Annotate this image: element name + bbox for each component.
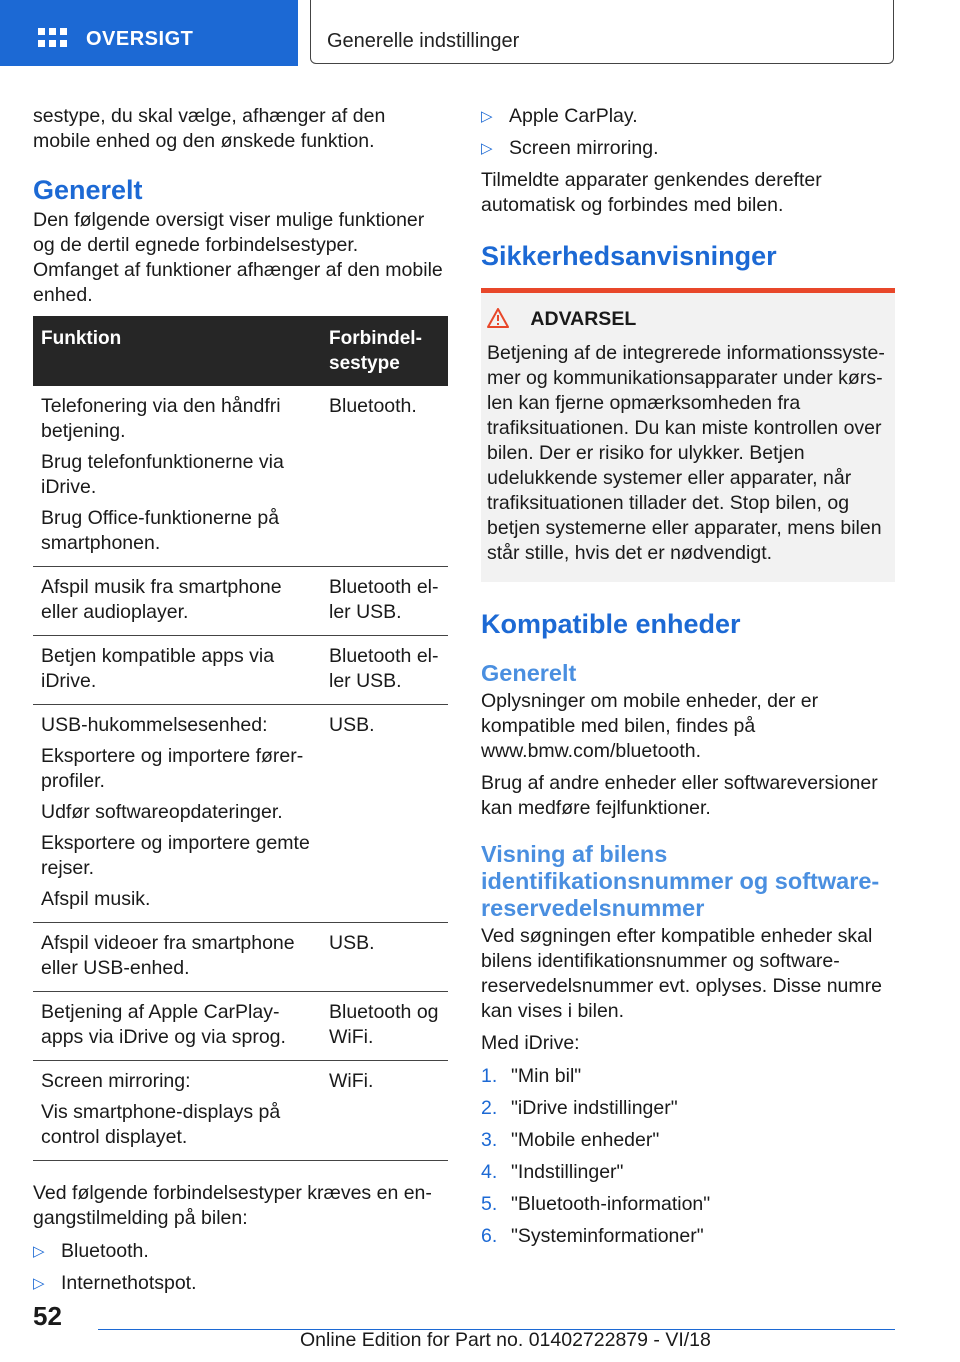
function-cell bbox=[33, 636, 321, 705]
grid-icon bbox=[38, 28, 68, 52]
list-item: ▷ Internethotspot. bbox=[33, 1272, 197, 1294]
connection-cell: Bluetooth og WiFi. bbox=[321, 992, 448, 1061]
function-cell bbox=[33, 567, 321, 636]
function-line: Afspil musik. bbox=[41, 888, 151, 910]
table-row bbox=[33, 636, 448, 705]
list-item: ▷ Apple CarPlay. bbox=[481, 105, 638, 127]
step-number: 4. bbox=[481, 1161, 498, 1183]
step-label: "Bluetooth-information" bbox=[511, 1193, 711, 1215]
safety-heading: Sikkerhedsanvisninger bbox=[481, 241, 777, 271]
function-line: Udfør softwareopdateringer. bbox=[41, 801, 283, 823]
step-item bbox=[481, 1064, 895, 1089]
function-line: Brug Office-funktionerne på smartphonen. bbox=[41, 507, 280, 554]
table-row bbox=[33, 567, 448, 636]
step-item bbox=[481, 1192, 895, 1217]
warning-text: Betjening af de integrerede informationssystemer og kommunikationsapparater under kørslen kan fjerne opmærksomheden fra trafiksituationen. Du kan miste kontrollen over bilen. Der er risiko for ulykker. Betjen udelukkende systemer eller apparater, når trafiksituationen tillader det. Stop bilen, og betjen systemerne eller apparater, mens bilen står stille, hvis det er nødvendigt. bbox=[487, 342, 885, 564]
edition-text: Online Edition for Part no. 01402722879 - VI/18 bbox=[300, 1329, 711, 1351]
page-number: 52 bbox=[33, 1301, 62, 1331]
steps-list bbox=[481, 1064, 895, 1249]
step-number: 5. bbox=[481, 1193, 498, 1215]
left-column bbox=[33, 104, 448, 1296]
warning-box bbox=[481, 288, 895, 582]
function-line: Eksportere og importere gemte rejser. bbox=[41, 832, 310, 879]
table-row bbox=[33, 386, 448, 567]
function-line: Screen mirroring: bbox=[41, 1070, 191, 1092]
idrive-label: Med iDrive: bbox=[481, 1032, 580, 1054]
table-row bbox=[33, 923, 448, 992]
function-line: Brug telefonfunktionerne via iDrive. bbox=[41, 451, 284, 498]
function-cell bbox=[33, 1061, 321, 1161]
vin-text: Ved søgningen efter kompatible enheder skal bilens identifikationsnummer og software-reservedelsnummer evt. oplyses. Disse numre kan vises i bilen. bbox=[481, 925, 882, 1022]
left-bullets bbox=[33, 1239, 448, 1296]
step-item bbox=[481, 1160, 895, 1185]
step-item bbox=[481, 1128, 895, 1153]
function-line: Betjening af Apple CarPlay-apps via iDrive og via sprog. bbox=[41, 1001, 286, 1048]
warning-triangle-icon bbox=[487, 308, 515, 335]
function-cell bbox=[33, 992, 321, 1061]
connection-cell: Bluetooth. bbox=[321, 386, 448, 567]
connection-cell: WiFi. bbox=[321, 1061, 448, 1161]
list-item: ▷ Screen mirroring. bbox=[481, 137, 659, 159]
step-number: 2. bbox=[481, 1097, 498, 1119]
connection-cell: Bluetooth eller USB. bbox=[321, 567, 448, 636]
table-row bbox=[33, 992, 448, 1061]
function-line: USB-hukommelsesenhed: bbox=[41, 714, 268, 736]
warning-title: ADVARSEL bbox=[530, 308, 637, 330]
step-label: "iDrive indstillinger" bbox=[511, 1097, 678, 1119]
overview-label: OVERSIGT bbox=[86, 28, 194, 50]
function-line: Telefonering via den håndfri betjening. bbox=[41, 395, 281, 442]
step-label: "Mobile enheder" bbox=[511, 1129, 660, 1151]
table-row bbox=[33, 705, 448, 923]
connection-cell: Bluetooth eller USB. bbox=[321, 636, 448, 705]
step-label: "Systeminformationer" bbox=[511, 1225, 704, 1247]
connection-cell: USB. bbox=[321, 705, 448, 923]
general-paragraph: Den følgende oversigt viser mulige funktioner og de dertil egnede forbindelsestyper. Omfanget af funktioner afhænger af den mobile enhed. bbox=[33, 209, 443, 306]
overview-tab[interactable] bbox=[0, 0, 298, 66]
connection-cell: USB. bbox=[321, 923, 448, 992]
triangle-bullet-icon: ▷ bbox=[33, 1275, 45, 1292]
table-row bbox=[33, 1061, 448, 1161]
intro-text: sestype, du skal vælge, afhænger af den mobile enhed og den ønskede funktion. bbox=[33, 105, 386, 152]
triangle-bullet-icon: ▷ bbox=[33, 1243, 45, 1260]
function-line: Afspil musik fra smartphone eller audioplayer. bbox=[41, 576, 282, 623]
function-line: Betjen kompatible apps via iDrive. bbox=[41, 645, 275, 692]
function-line: Eksportere og importere førerprofiler. bbox=[41, 745, 304, 792]
function-cell bbox=[33, 705, 321, 923]
function-table bbox=[33, 316, 448, 1161]
step-number: 3. bbox=[481, 1129, 498, 1151]
compatible-general-heading: Generelt bbox=[481, 660, 577, 686]
right-column bbox=[481, 104, 895, 1256]
triangle-bullet-icon: ▷ bbox=[481, 140, 493, 157]
footer bbox=[0, 1295, 960, 1362]
section-tab bbox=[310, 0, 894, 64]
step-number: 1. bbox=[481, 1065, 498, 1087]
auto-connect-text: Tilmeldte apparater genkendes derefter automatisk og forbindes med bilen. bbox=[481, 169, 822, 216]
compatible-heading: Kompatible enheder bbox=[481, 609, 741, 639]
general-heading: Generelt bbox=[33, 175, 143, 205]
table-header-connection: Forbindelsestype bbox=[321, 316, 448, 386]
step-item bbox=[481, 1224, 895, 1249]
triangle-bullet-icon: ▷ bbox=[481, 108, 493, 125]
step-number: 6. bbox=[481, 1225, 498, 1247]
step-item bbox=[481, 1096, 895, 1121]
vin-heading: Visning af bilens identifikationsnummer og softwarereservedelsnummer bbox=[481, 841, 880, 921]
function-cell bbox=[33, 923, 321, 992]
function-line: Afspil videoer fra smartphone eller USB-enhed. bbox=[41, 932, 295, 979]
step-label: "Indstillinger" bbox=[511, 1161, 624, 1183]
function-cell bbox=[33, 386, 321, 567]
section-title: Generelle indstillinger bbox=[327, 30, 520, 52]
function-line: Vis smartphone-displays på control displayet. bbox=[41, 1101, 281, 1148]
compatible-warning-text: Brug af andre enheder eller softwareversioner kan medføre fejlfunktioner. bbox=[481, 772, 878, 819]
top-bar bbox=[0, 0, 960, 66]
step-label: "Min bil" bbox=[511, 1065, 582, 1087]
list-item: ▷ Bluetooth. bbox=[33, 1240, 149, 1262]
registration-text: Ved følgende forbindelsestyper kræves en engangstilmelding på bilen: bbox=[33, 1182, 432, 1229]
compatible-info-text: Oplysninger om mobile enheder, der er kompatible med bilen, findes på www.bmw.com/bluetooth. bbox=[481, 690, 819, 762]
table-header-function: Funktion bbox=[33, 316, 321, 386]
